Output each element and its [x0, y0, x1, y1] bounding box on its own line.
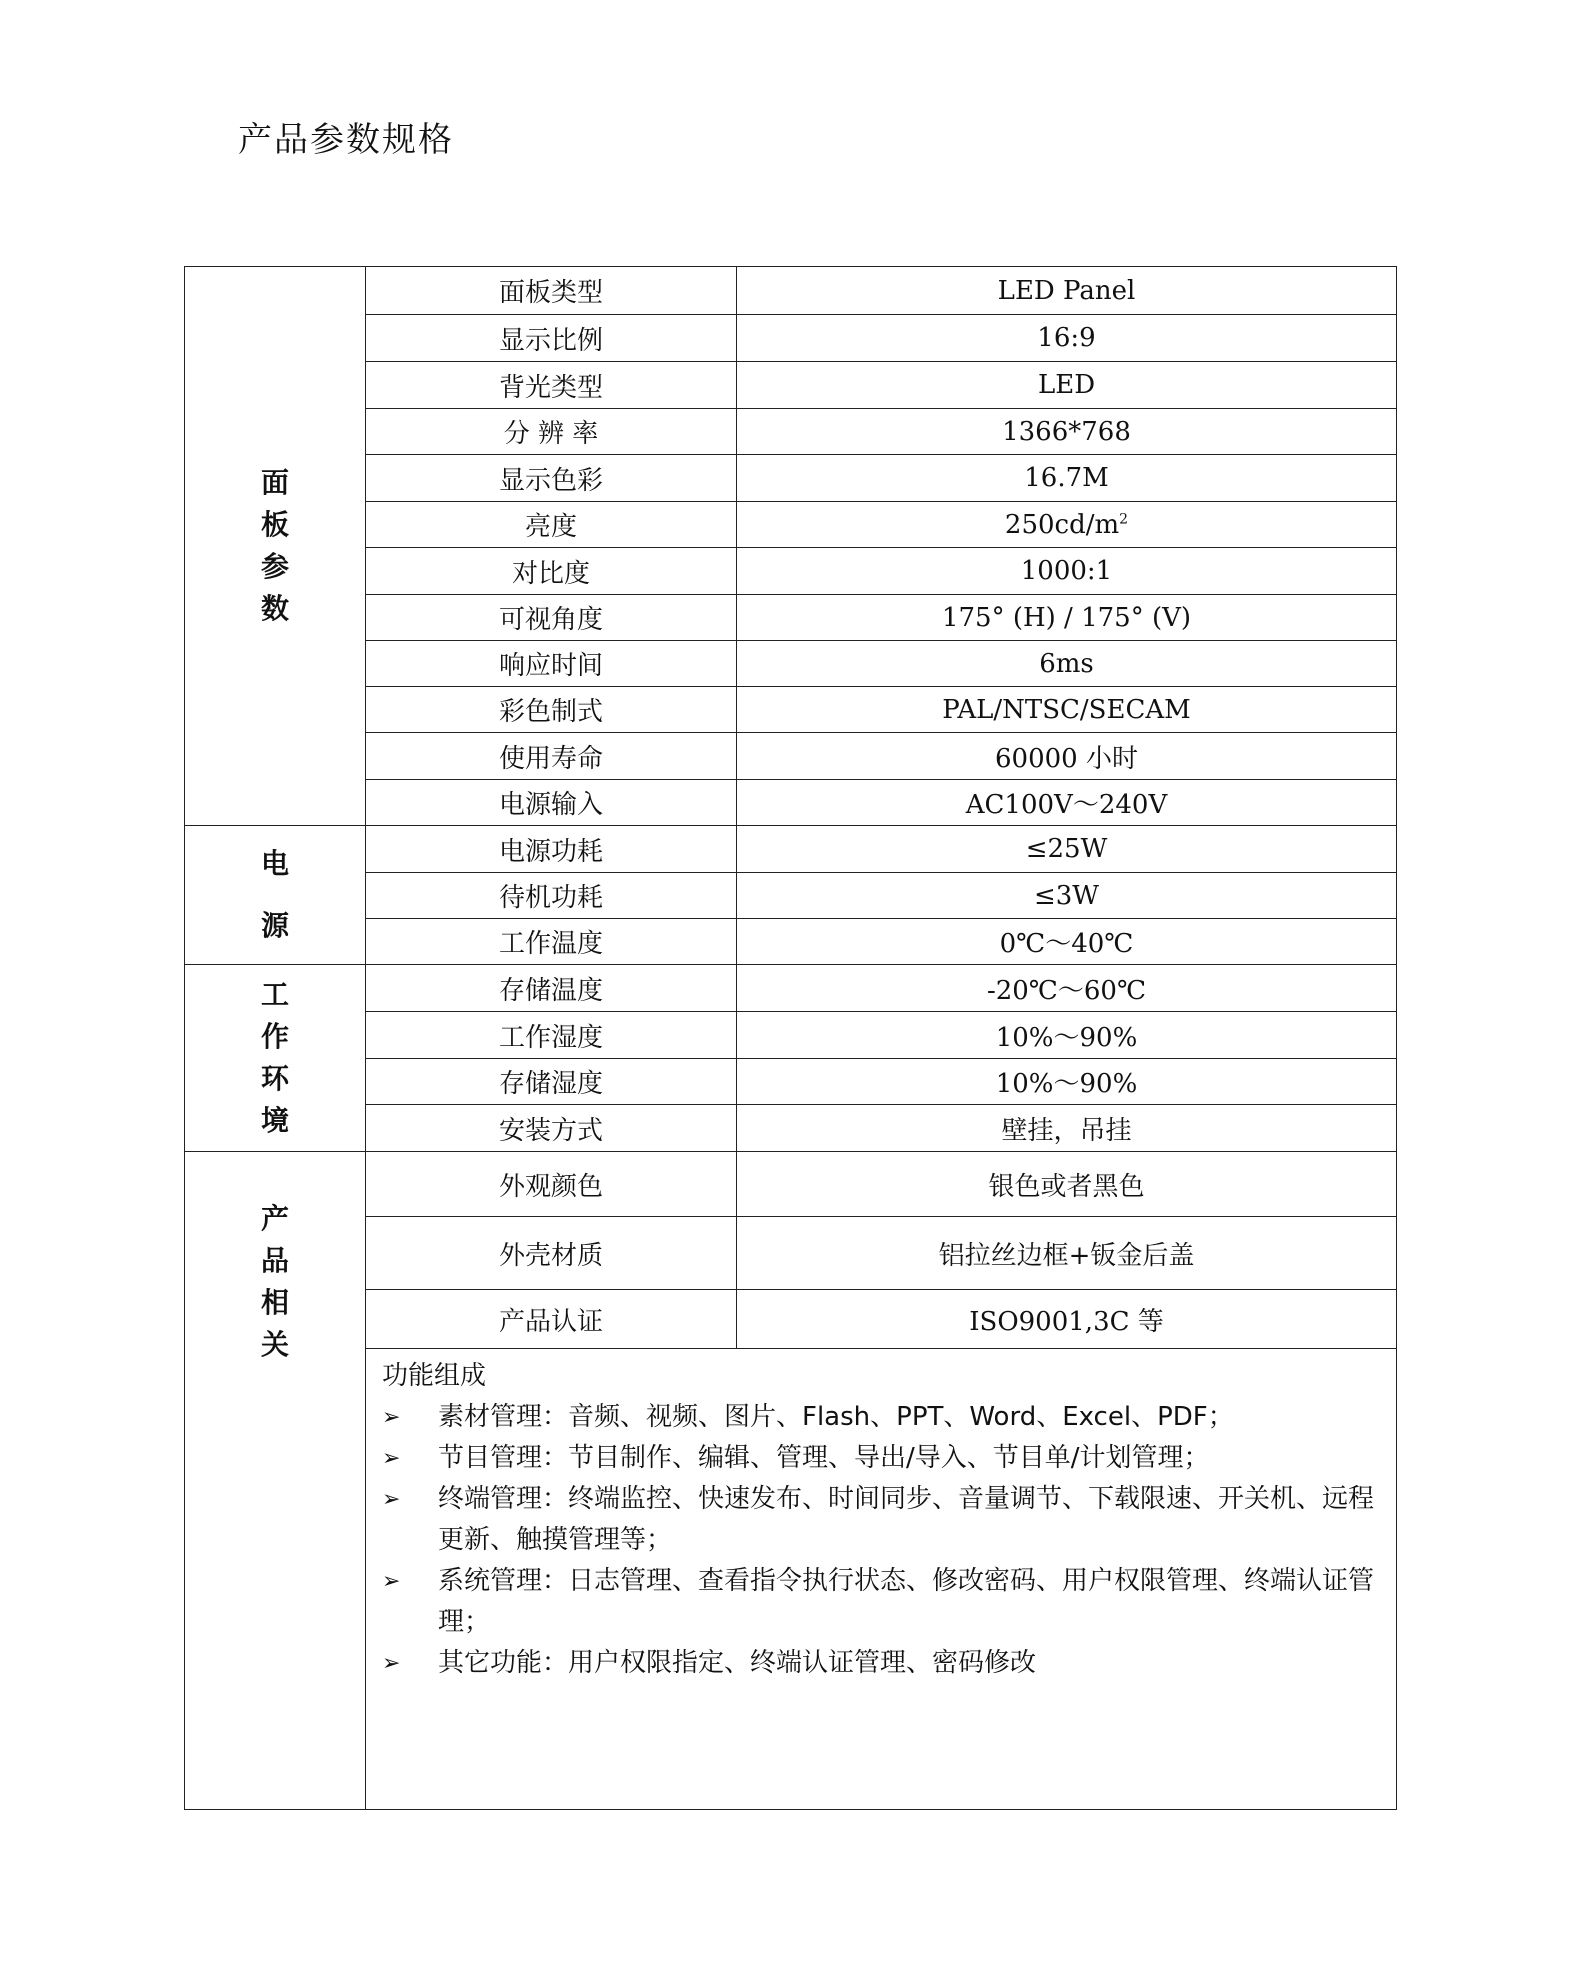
category-label: 电 源: [260, 847, 289, 942]
param-value: AC100V～240V: [737, 780, 1397, 826]
category-label: 面 板 参 数: [260, 466, 289, 625]
param-value-brightness: [737, 502, 1397, 548]
param-label: 待机功耗: [366, 873, 737, 919]
category-panel-params: [185, 267, 366, 826]
param-label: 外壳材质: [366, 1217, 737, 1290]
param-value: ISO9001,3C 等: [737, 1290, 1397, 1349]
param-value: 10%～90%: [737, 1012, 1397, 1059]
param-label: 产品认证: [366, 1290, 737, 1349]
arrow-bullet-icon: ➢: [382, 1651, 401, 1676]
features-cell: [366, 1349, 1397, 1810]
param-value: -20℃～60℃: [737, 965, 1397, 1012]
feature-text: 其它功能：用户权限指定、终端认证管理、密码修改: [438, 1648, 1037, 1678]
param-label: 背光类型: [366, 362, 737, 409]
param-value: 壁挂，吊挂: [737, 1105, 1397, 1152]
param-label: 彩色制式: [366, 687, 737, 733]
param-value: 1366*768: [737, 409, 1397, 455]
feature-item: [382, 1561, 1382, 1643]
param-label: 对比度: [366, 548, 737, 595]
param-label: 存储温度: [366, 965, 737, 1012]
param-label: 可视角度: [366, 595, 737, 641]
param-value: 16.7M: [737, 455, 1397, 502]
feature-text: 系统管理：日志管理、查看指令执行状态、修改密码、用户权限管理、终端认证管理；: [438, 1566, 1375, 1637]
param-label: 外观颜色: [366, 1152, 737, 1217]
spec-table: [184, 266, 1397, 1810]
param-label: 显示色彩: [366, 455, 737, 502]
feature-text: 终端管理：终端监控、快速发布、时间同步、音量调节、下载限速、开关机、远程更新、触摸管理等；: [438, 1484, 1375, 1555]
arrow-bullet-icon: ➢: [382, 1487, 401, 1512]
category-label: 工 作 环 境: [260, 978, 289, 1137]
feature-text: 节目管理：节目制作、编辑、管理、导出/导入、节目单/计划管理；: [438, 1443, 1210, 1473]
param-label: 响应时间: [366, 641, 737, 687]
category-power: [185, 826, 366, 965]
param-value: ≤3W: [737, 873, 1397, 919]
param-label: 工作温度: [366, 919, 737, 965]
param-value: ≤25W: [737, 826, 1397, 873]
param-label: 存储湿度: [366, 1059, 737, 1105]
feature-item: [382, 1438, 1382, 1479]
category-work-environment: [185, 965, 366, 1152]
param-value: 0℃～40℃: [737, 919, 1397, 965]
param-label: 电源输入: [366, 780, 737, 826]
param-value: LED Panel: [737, 267, 1397, 315]
category-product-related: [185, 1152, 366, 1810]
param-value: 60000 小时: [737, 733, 1397, 780]
param-value: LED: [737, 362, 1397, 409]
feature-item: [382, 1397, 1382, 1438]
features-title: 功能组成: [382, 1361, 487, 1391]
feature-item: [382, 1479, 1382, 1561]
param-label: 面板类型: [366, 267, 737, 315]
arrow-bullet-icon: ➢: [382, 1405, 401, 1430]
param-value: 16:9: [737, 315, 1397, 362]
param-label: 工作湿度: [366, 1012, 737, 1059]
brightness-value: 250cd/m: [1004, 509, 1120, 540]
param-value: 铝拉丝边框+钣金后盖: [737, 1217, 1397, 1290]
param-value: 1000:1: [737, 548, 1397, 595]
arrow-bullet-icon: ➢: [382, 1569, 401, 1594]
param-value: 175° (H) / 175° (V): [737, 595, 1397, 641]
param-label: 电源功耗: [366, 826, 737, 873]
param-label: 显示比例: [366, 315, 737, 362]
param-label: 安装方式: [366, 1105, 737, 1152]
param-value: 6ms: [737, 641, 1397, 687]
feature-item: [382, 1643, 1382, 1684]
brightness-unit-sup: 2: [1119, 510, 1129, 527]
feature-text: 素材管理：音频、视频、图片、Flash、PPT、Word、Excel、PDF；: [438, 1402, 1234, 1432]
page-title: 产品参数规格: [238, 120, 454, 160]
param-value: PAL/NTSC/SECAM: [737, 687, 1397, 733]
param-label: 分 辨 率: [366, 409, 737, 455]
param-value: 10%～90%: [737, 1059, 1397, 1105]
param-value: 银色或者黑色: [737, 1152, 1397, 1217]
param-label: 亮度: [366, 502, 737, 548]
category-label: 产 品 相 关: [260, 1202, 289, 1361]
param-label: 使用寿命: [366, 733, 737, 780]
arrow-bullet-icon: ➢: [382, 1446, 401, 1471]
